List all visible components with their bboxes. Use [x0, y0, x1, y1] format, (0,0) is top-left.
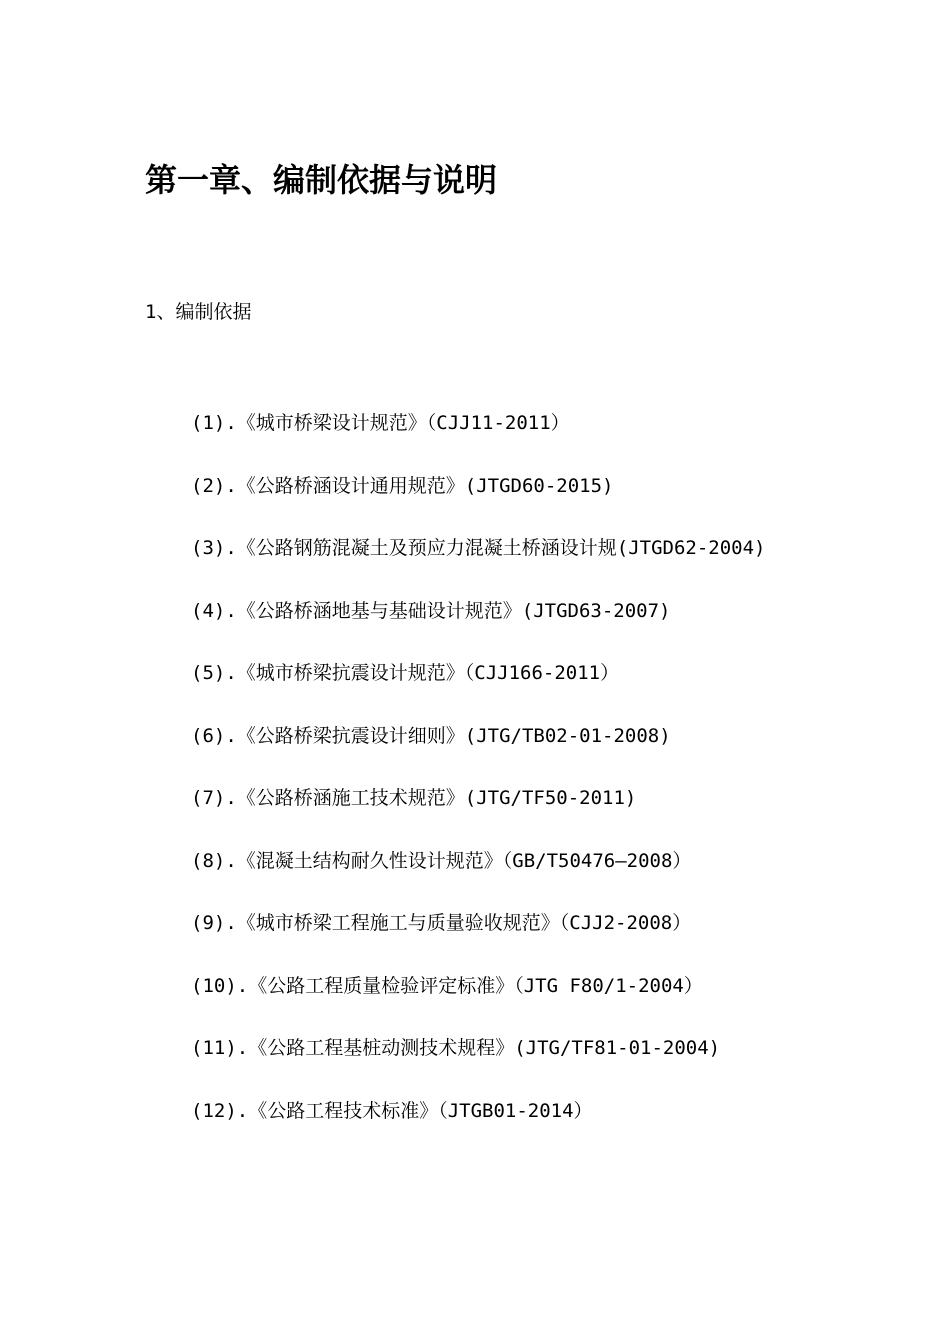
reference-item: (4).《公路桥涵地基与基础设计规范》(JTGD63-2007) [191, 599, 671, 622]
reference-list [145, 408, 825, 1158]
reference-item: (11).《公路工程基桩动测技术规程》(JTG/TF81-01-2004) [191, 1037, 721, 1059]
reference-item: (3).《公路钢筋混凝土及预应力混凝土桥涵设计规(JTGD62-2004) [191, 537, 766, 559]
reference-item: (12).《公路工程技术标准》（JTGB01-2014） [191, 1099, 593, 1122]
chapter-title: 第一章、编制依据与说明 [145, 161, 498, 199]
reference-item: (9).《城市桥梁工程施工与质量验收规范》（CJJ2-2008） [191, 912, 692, 934]
reference-item: (7).《公路桥涵施工技术规范》(JTG/TF50-2011) [191, 787, 637, 809]
reference-item: (10).《公路工程质量检验评定标准》（JTG F80/1-2004） [191, 974, 703, 997]
reference-item: (5).《城市桥梁抗震设计规范》（CJJ166-2011） [191, 662, 620, 684]
reference-item: (8).《混凝土结构耐久性设计规范》（GB/T50476—2008） [191, 849, 692, 872]
section-heading: 1、编制依据 [145, 301, 252, 323]
reference-item: (6).《公路桥梁抗震设计细则》(JTG/TB02-01-2008) [191, 724, 671, 747]
reference-item: (1).《城市桥梁设计规范》（CJJ11-2011） [191, 412, 570, 434]
reference-item: (2).《公路桥涵设计通用规范》(JTGD60-2015) [191, 474, 614, 497]
